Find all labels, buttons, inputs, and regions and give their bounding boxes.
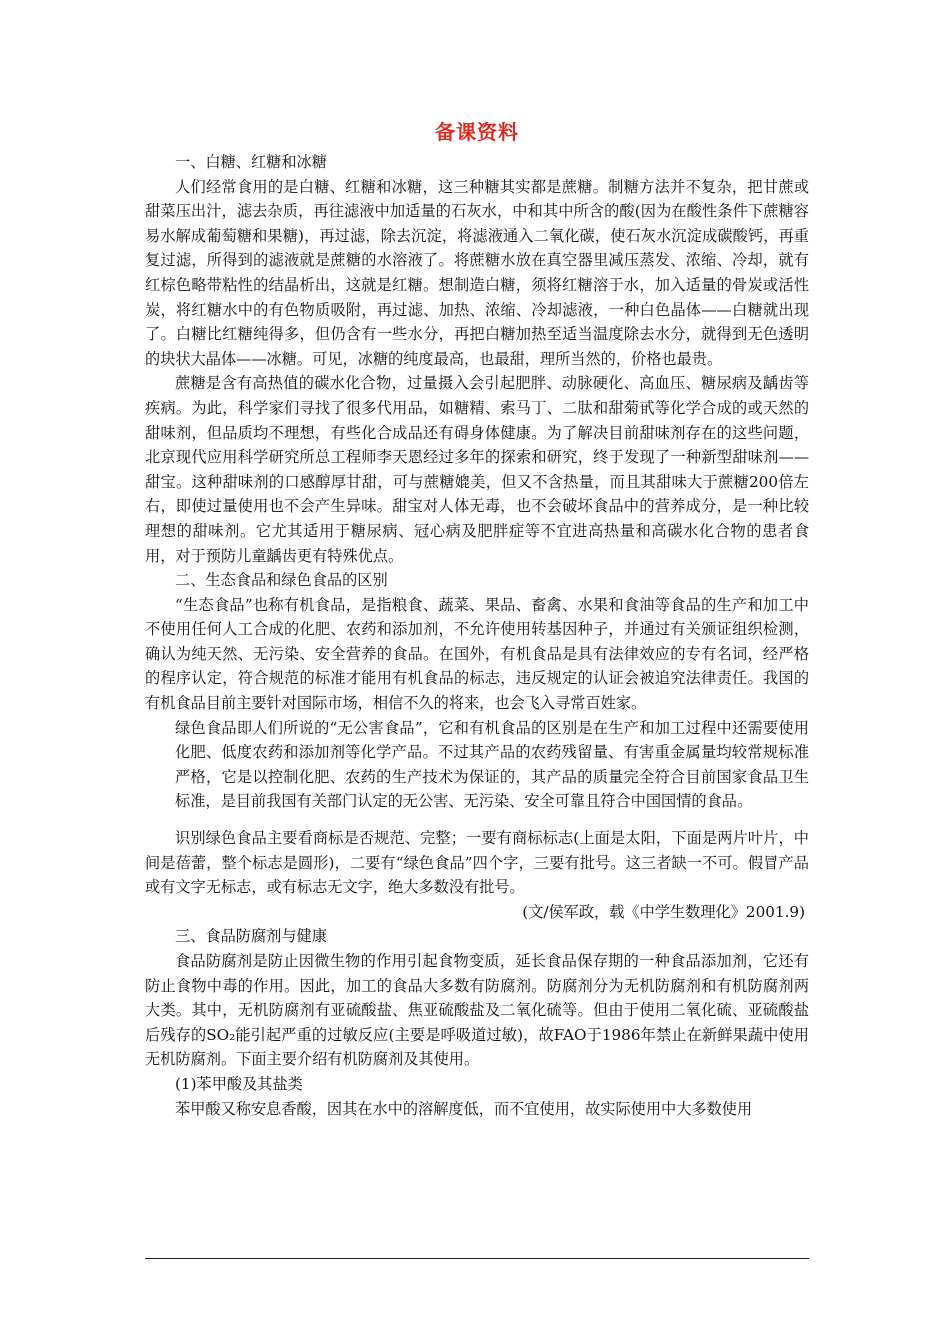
document-body: [145, 118, 809, 1121]
page-title: 备课资料: [435, 120, 519, 144]
paragraph-sugars-types: 人们经常食用的是白糖、红糖和冰糖，这三种糖其实都是蔗糖。制糖方法并不复杂，把甘蔗或甜菜压出汁，滤去杂质，再往滤液中加适量的石灰水，中和其中所含的酸(因为在酸性条件下蔗糖容易水解成葡萄糖和果糖)，再过滤，除去沉淀，将滤液通入二氧化碳，使石灰水沉淀成碳酸钙，再重复过滤，所得到的滤液就是蔗糖的水溶液了。将蔗糖水放在真空器里减压蒸发、浓缩、冷却，就有红棕色略带粘性的结晶析出，这就是红糖。想制造白糖，须将红糖溶于水，加入适量的骨炭或活性炭，将红糖水中的有色物质吸附，再过滤、加热、浓缩、冷却滤液，一种白色晶体——白糖就出现了。白糖比红糖纯得多，但仍含有一些水分，再把白糖加热至适当温度除去水分，就得到无色透明的块状大晶体——冰糖。可见，冰糖的纯度最高，也最甜，理所当然的，价格也最贵。: [145, 177, 809, 368]
paragraph-preservatives: 食品防腐剂是防止因微生物的作用引起食物变质，延长食品保存期的一种食品添加剂，它还有防止食物中毒的作用。因此，加工的食品大多数有防腐剂。防腐剂分为无机防腐剂和有机防腐剂两大类。其中，无机防腐剂有亚硫酸盐、焦亚硫酸盐及二氧化硫等。但由于使用二氧化硫、亚硫酸盐后残存的SO₂能引起严重的过敏反应(主要是呼吸道过敏)，故FAO于1986年禁止在新鲜果蔬中使用无机防腐剂。下面主要介绍有机防腐剂及其使用。: [145, 952, 809, 1069]
section-heading-sugars: 一、白糖、红糖和冰糖: [175, 153, 327, 171]
paragraph-sucrose-sweeteners: 蔗糖是含有高热值的碳水化合物，过量摄入会引起肥胖、动脉硬化、高血压、糖尿病及龋齿等疾病。为此，科学家们寻找了很多代用品，如糖精、索马丁、二肽和甜菊甙等化学合成的或天然的甜味剂，但品质均不理想，有些化合成品还有碍身体健康。为了解决目前甜味剂存在的这些问题，北京现代应用科学研究所总工程师李天恩经过多年的探索和研究，终于发现了一种新型甜味剂——甜宝。这种甜味剂的口感醇厚甘甜，可与蔗糖媲美，但又不含热量，而且其甜味大于蔗糖200倍左右，即使过量使用也不会产生异味。甜宝对人体无毒，也不会破坏食品中的营养成分，是一种比较理想的甜味剂。它尤其适用于糖尿病、冠心病及肥胖症等不宜进高热量和高碳水化合物的患者食用，对于预防儿童龋齿更有特殊优点。: [145, 374, 809, 565]
section-heading-eco-food: 二、生态食品和绿色食品的区别: [175, 571, 388, 590]
subheading-benzoic-acid: (1)苯甲酸及其盐类: [175, 1074, 303, 1093]
citation: (文/侯军政，载《中学生数理化》2001.9): [522, 902, 805, 921]
paragraph-green-food: 绿色食品即人们所说的“无公害食品”，它和有机食品的区别是在生产和加工过程中还需要使用化肥、低度农药和添加剂等化学产品。不过其产品的农药残留量、有害重金属量均较常规标准严格，它是以控制化肥、农药的生产技术为保证的，其产品的质量完全符合目前国家食品卫生标准，是目前我国有关部门认定的无公害、无污染、安全可靠且符合中国国情的食品。: [175, 718, 809, 811]
footer-divider: [145, 1258, 809, 1259]
section-heading-preservatives: 三、食品防腐剂与健康: [175, 927, 327, 946]
paragraph-green-food-identification: 识别绿色食品主要看商标是否规范、完整；一要有商标标志(上面是太阳，下面是两片叶片，中间是蓓蕾，整个标志是圆形)，二要有“绿色食品”四个字，三要有批号。这三者缺一不可。假冒产品或有文字无标志，或有标志无文字，绝大多数没有批号。: [145, 829, 809, 897]
paragraph-organic-food: “生态食品”也称有机食品，是指粮食、蔬菜、果品、畜禽、水果和食油等食品的生产和加工中不使用任何人工合成的化肥、农药和添加剂，不允许使用转基因种子，并通过有关颁证组织检测，确认为纯天然、无污染、安全营养的食品。在国外，有机食品是具有法律效应的专有名词，经严格的程序认定，符合规范的标准才能用有机食品的标志，违反规定的认证会被追究法律责任。我国的有机食品目前主要针对国际市场，相信不久的将来，也会飞入寻常百姓家。: [145, 595, 809, 713]
paragraph-benzoic-acid: 苯甲酸又称安息香酸，因其在水中的溶解度低，而不宜使用，故实际使用中大多数使用: [175, 1099, 753, 1118]
